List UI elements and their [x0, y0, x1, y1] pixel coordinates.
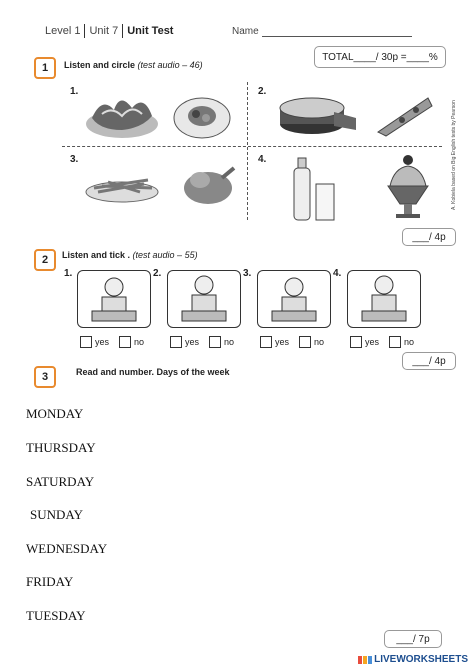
grid-divider-h [62, 146, 442, 147]
grid-divider-v [247, 82, 248, 220]
yes-checkbox[interactable] [80, 336, 92, 348]
no-label: no [314, 337, 325, 347]
kid-picture-1[interactable] [77, 270, 151, 328]
section-1-title-text: Listen and circle [64, 60, 136, 70]
header-divider [84, 24, 85, 38]
yes-label: yes [185, 337, 200, 347]
day-item[interactable]: MONDAY [26, 406, 84, 421]
roast-chicken-image[interactable] [178, 158, 238, 210]
side-credit: A. Kobiela based on Big English tests by Pearson [451, 100, 457, 210]
day-item[interactable]: SUNDAY [30, 507, 83, 522]
name-field[interactable] [262, 36, 412, 37]
unit-label: Unit 7 [89, 25, 119, 37]
yes-label: yes [95, 337, 110, 347]
tick-item-2-number: 2. [153, 268, 162, 279]
boy-eating-icon [348, 271, 420, 327]
section-1-badge: 1 [34, 57, 56, 79]
plate-of-food-image[interactable] [172, 88, 232, 140]
item-4-number: 4. [258, 154, 267, 165]
no-checkbox[interactable] [119, 336, 131, 348]
yes-checkbox[interactable] [170, 336, 182, 348]
section-1-score: ___/ 4p [412, 231, 446, 243]
tick-item-4-number: 4. [333, 268, 342, 279]
no-checkbox[interactable] [389, 336, 401, 348]
tick-item-4-options [350, 336, 414, 348]
day-item[interactable]: TUESDAY [26, 608, 86, 623]
section-2-title [62, 250, 198, 260]
section-2-score-box[interactable] [402, 352, 456, 370]
section-1-note: (test audio – 46) [137, 60, 203, 70]
day-item[interactable]: FRIDAY [26, 574, 74, 589]
total-score-text: TOTAL____/ 30p =____% [322, 51, 438, 63]
boy-eating-icon [168, 271, 240, 327]
tick-item-2-options [170, 336, 234, 348]
tick-item-3-options [260, 336, 324, 348]
tick-item-1-number: 1. [64, 268, 73, 279]
total-score-box[interactable] [314, 46, 446, 68]
yes-checkbox[interactable] [260, 336, 272, 348]
item-2-number: 2. [258, 86, 267, 97]
section-2-title-text: Listen and tick . [62, 250, 131, 260]
salad-pile-image[interactable] [82, 86, 162, 140]
liveworksheets-logo[interactable] [358, 654, 468, 665]
logo-icon [358, 656, 372, 664]
yes-checkbox[interactable] [350, 336, 362, 348]
kid-picture-4[interactable] [347, 270, 421, 328]
item-1-number: 1. [70, 86, 79, 97]
water-bottle-and-glass-image[interactable] [286, 154, 338, 224]
cake-image[interactable] [276, 90, 360, 138]
day-item[interactable]: WEDNESDAY [26, 541, 108, 556]
section-1-title [64, 60, 203, 70]
girl-eating-icon [78, 271, 150, 327]
no-checkbox[interactable] [209, 336, 221, 348]
name-label: Name [232, 26, 259, 37]
section-3-score-box[interactable] [384, 630, 442, 648]
yes-label: yes [275, 337, 290, 347]
section-1-score-box[interactable] [402, 228, 456, 246]
no-label: no [134, 337, 145, 347]
tick-item-3-number: 3. [243, 268, 252, 279]
kid-picture-2[interactable] [167, 270, 241, 328]
ice-cream-sundae-image[interactable] [380, 152, 436, 224]
no-label: no [404, 337, 415, 347]
section-3-title: Read and number. Days of the week [76, 367, 230, 377]
section-2-score: ___/ 4p [412, 355, 446, 367]
section-3-badge: 3 [34, 366, 56, 388]
section-2-note: (test audio – 55) [132, 250, 198, 260]
item-3-number: 3. [70, 154, 79, 165]
day-item[interactable]: SATURDAY [26, 474, 95, 489]
header-divider [122, 24, 123, 38]
kid-picture-3[interactable] [257, 270, 331, 328]
no-checkbox[interactable] [299, 336, 311, 348]
girl-eating-icon [258, 271, 330, 327]
fries-image[interactable] [82, 162, 162, 206]
section-2-badge: 2 [34, 249, 56, 271]
header [45, 24, 173, 38]
tick-item-1-options [80, 336, 144, 348]
pizza-slice-image[interactable] [372, 92, 436, 138]
yes-label: yes [365, 337, 380, 347]
section-3-score: ___/ 7p [396, 633, 430, 645]
test-label: Unit Test [127, 25, 174, 37]
no-label: no [224, 337, 235, 347]
level-label: Level 1 [45, 25, 81, 37]
day-item[interactable]: THURSDAY [26, 440, 96, 455]
logo-text: LIVEWORKSHEETS [374, 654, 468, 665]
